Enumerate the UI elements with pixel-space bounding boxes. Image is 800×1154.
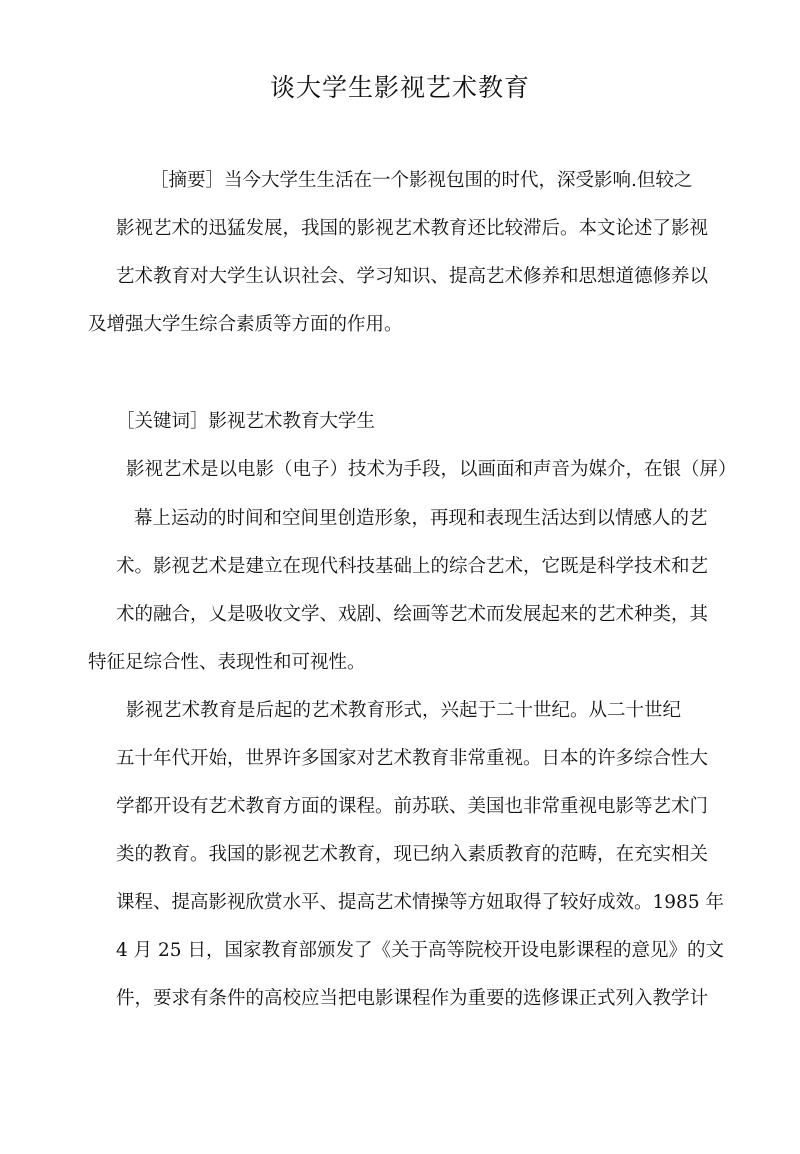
paragraph-line: 特征足综合性、表现性和可视性。: [88, 652, 366, 673]
paragraph-line: 类的教育。我国的影视艺术教育，现已纳入素质教育的范畴，在充实相关: [116, 844, 709, 865]
paragraph-line: 课程、提高影视欣赏水平、提高艺术情操等方妞取得了较好成效。1985 年: [116, 892, 724, 913]
document-title: 谈大学生影视艺术教育: [269, 73, 530, 102]
paragraph-line: 术的融合，乂是吸收文学、戏剧、绘画等艺术而发展起来的艺术种类，其: [116, 604, 709, 625]
paragraph-line: 件，要求有条件的高校应当把电影课程作为重要的选修课正式列入教学计: [116, 988, 709, 1009]
abstract-line: 艺术教育对大学生认识社会、学习知识、提高艺术修养和思想道德修养以: [116, 266, 709, 287]
paragraph-line: 术。影视艺术是建立在现代科技基础上的综合艺术，它既是科学技术和艺: [116, 556, 709, 577]
paragraph-line: 影视艺术教育是后起的艺术教育形式，兴起于二十世纪。从二十世纪: [126, 700, 682, 721]
paragraph-line: 幕上运动的时间和空间里创造形象，再现和表现生活达到以情感人的艺: [134, 508, 708, 529]
abstract-line: 影视艺术的迅猛发展，我国的影视艺术教育还比较滞后。本文论述了影视: [116, 218, 709, 239]
paragraph-line: 学都开设有艺术教育方面的课程。前苏联、美国也非常重视电影等艺术门: [116, 796, 709, 817]
abstract-line: 及增强大学生综合素质等方面的作用。: [88, 314, 403, 335]
paragraph-line: 五十年代开始，世界许多国家对艺术教育非常重视。日本的许多综合性大: [116, 748, 709, 769]
paragraph-line: 影视艺术是以电影（电子）技术为手段，以画面和声音为媒介，在银（屏）: [126, 459, 737, 480]
abstract-line: ［摘要］当今大学生生活在一个影视包围的时代，深受影响.但较之: [150, 170, 693, 191]
paragraph-line: 4 月 25 日，国家教育部颁发了《关于高等院校开设电影课程的意见》的文: [116, 940, 724, 961]
keywords-line: ［关键词］影视艺术教育大学生: [116, 411, 376, 432]
